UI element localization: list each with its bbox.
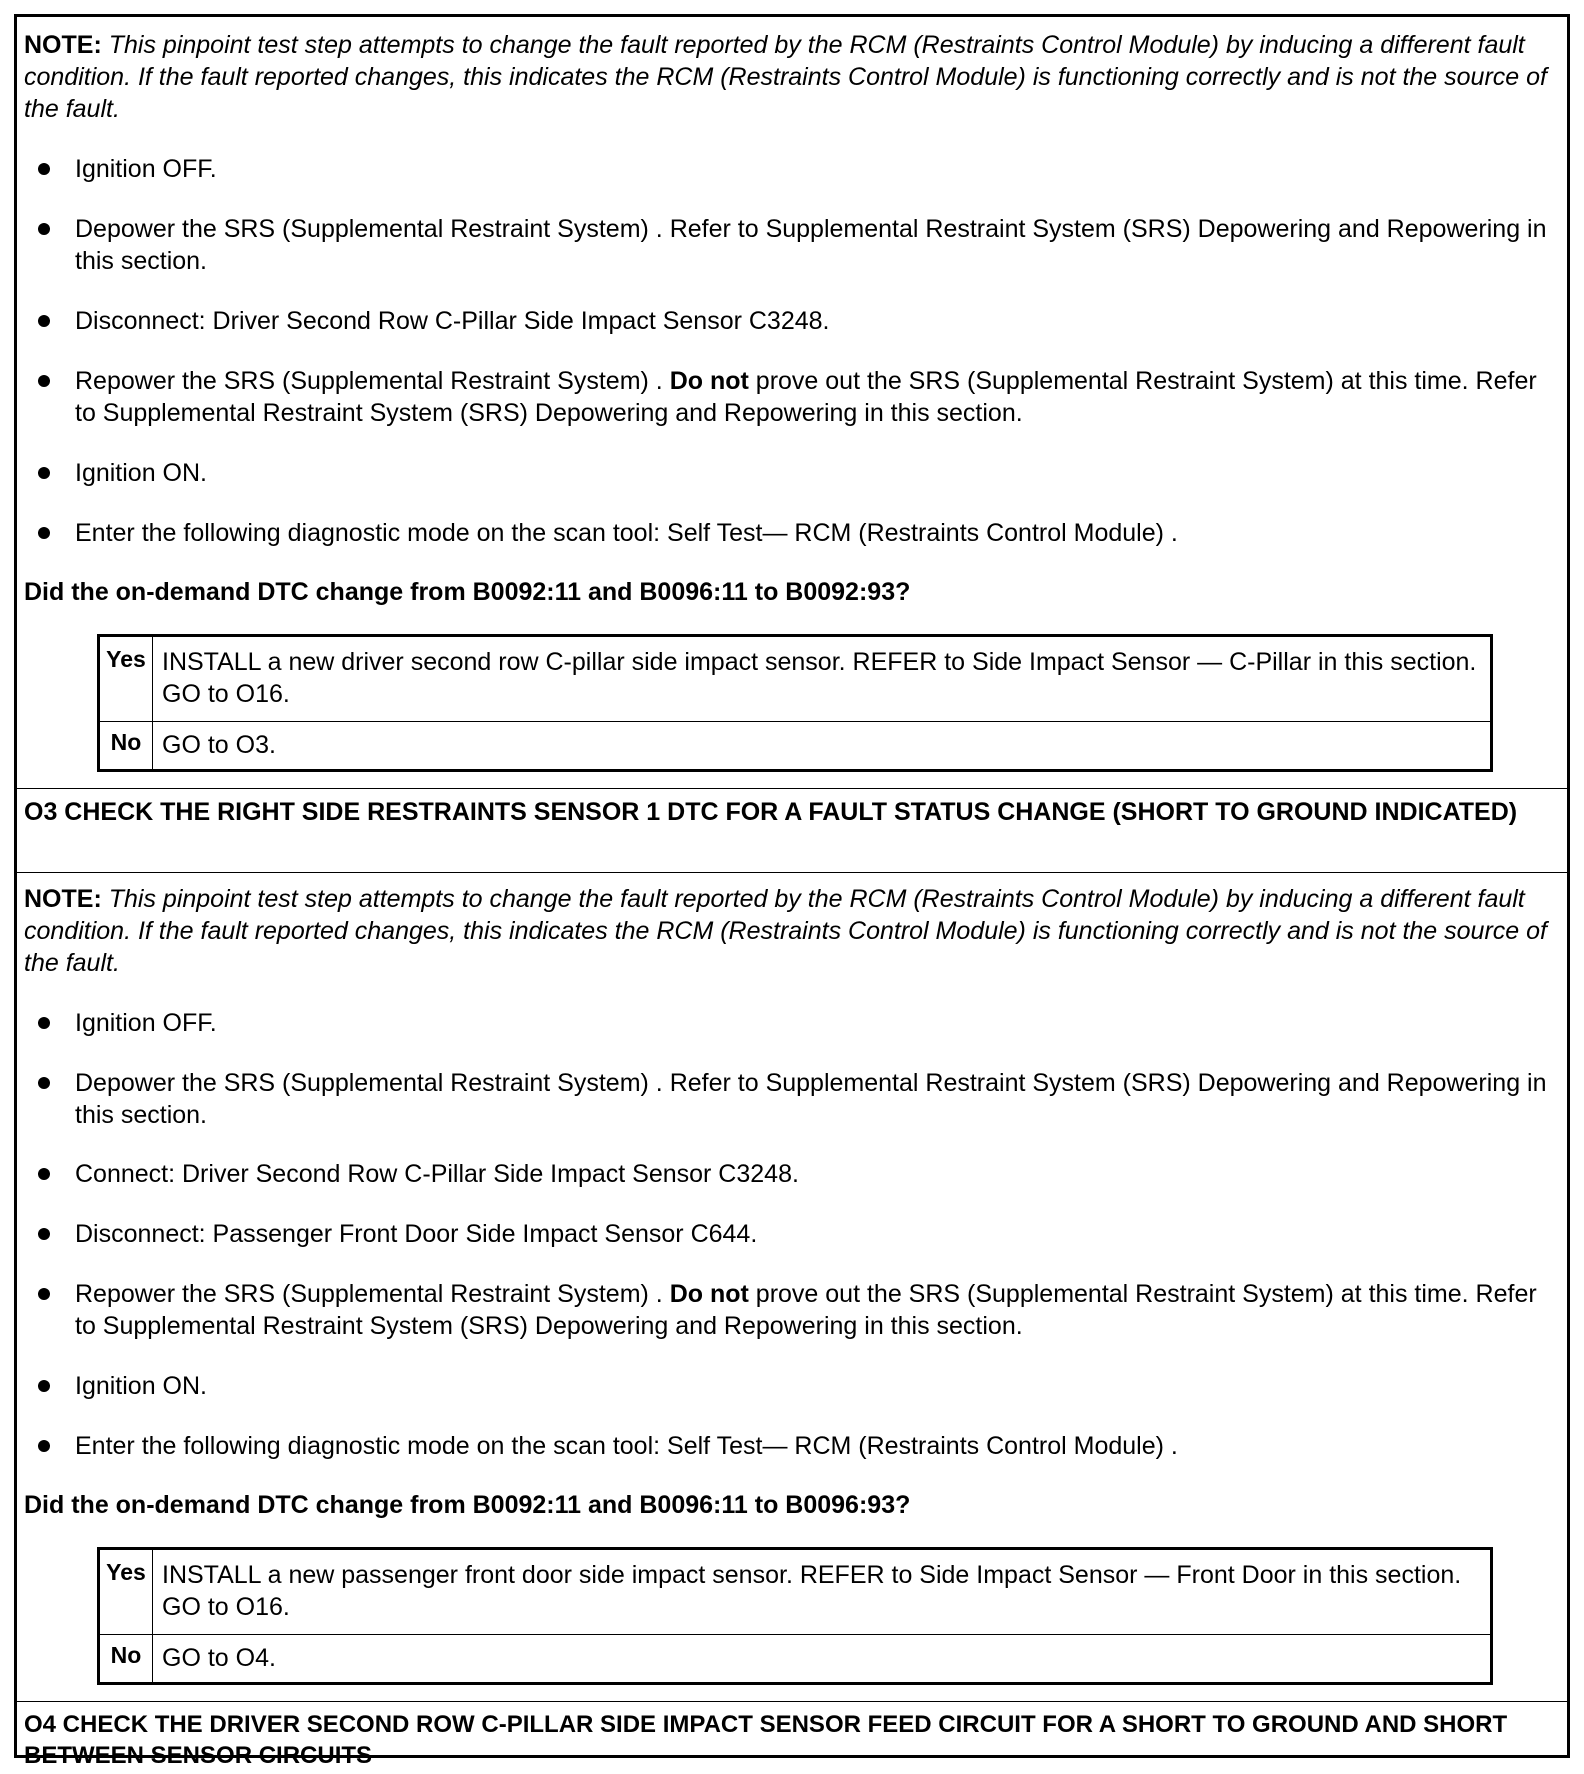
bullet-icon: [38, 1288, 50, 1300]
bullet-icon: [38, 527, 50, 539]
divider: [17, 872, 1567, 873]
note-2: [24, 883, 1557, 979]
yes-text: INSTALL a new driver second row C-pillar side impact sensor. REFER to Side Impact Sensor — C-Pillar in this section. GO to O16.: [162, 648, 1477, 708]
note-text: This pinpoint test step attempts to change the fault reported by the RCM (Restraints Control Module) by inducing a different fault condition. If the fault reported changes, this indicates the RCM (Restraints Control Module) is functioning correctly and is not the source of the fault.: [24, 31, 1547, 123]
bullet-icon: [38, 375, 50, 387]
question-1: Did the on-demand DTC change from B0092:11 and B0096:11 to B0092:93?: [24, 578, 911, 606]
bullet-icon: [38, 223, 50, 235]
yes-label: Yes: [100, 637, 153, 721]
answer-row-yes: [100, 1550, 1490, 1634]
no-label: No: [100, 1635, 153, 1682]
note-label: NOTE:: [24, 885, 102, 913]
no-text: GO to O4.: [162, 1644, 276, 1672]
bullet-icon: [38, 1380, 50, 1392]
answer-row-yes: [100, 637, 1490, 721]
note-label: NOTE:: [24, 31, 102, 59]
note-text: This pinpoint test step attempts to change the fault reported by the RCM (Restraints Control Module) by inducing a different fault condition. If the fault reported changes, this indicates the RCM (Restraints Control Module) is functioning correctly and is not the source of the fault.: [24, 885, 1547, 977]
note-1: [24, 29, 1557, 125]
divider: [17, 1701, 1567, 1702]
bullet-icon: [38, 163, 50, 175]
yes-label: Yes: [100, 1550, 153, 1634]
answer-table-1: [97, 634, 1493, 772]
bullet-icon: [38, 1228, 50, 1240]
step-o3-heading: O3 CHECK THE RIGHT SIDE RESTRAINTS SENSOR 1 DTC FOR A FAULT STATUS CHANGE (SHORT TO GROUND INDICATED): [24, 798, 1518, 826]
no-label: No: [100, 722, 153, 769]
yes-text: INSTALL a new passenger front door side impact sensor. REFER to Side Impact Sensor — Front Door in this section. GO to O16.: [162, 1561, 1462, 1621]
bullet-icon: [38, 1440, 50, 1452]
answer-table-2: [97, 1547, 1493, 1685]
answer-row-no: [100, 722, 1490, 769]
question-2: Did the on-demand DTC change from B0092:11 and B0096:11 to B0096:93?: [24, 1491, 911, 1519]
bullet-icon: [38, 467, 50, 479]
bullet-icon: [38, 1168, 50, 1180]
divider: [17, 788, 1567, 789]
answer-row-no: [100, 1635, 1490, 1682]
bullet-icon: [38, 1017, 50, 1029]
bullet-icon: [38, 315, 50, 327]
document-frame: NOTE: This pinpoint test step attempts to change the fault reported by the RCM (Restraints Control Module) by inducing a different fault condition. If the fault reported changes, this indicates the RCM (Restraints Control Module) is functioning correctly and is not the source of the fault. Ignition OFF. Depower the SRS (Supplemental Restraint System) . Refer to Supplemental Restraint System (SRS) Depowering and Repowering in this section. Disconnect: Driver Second Row C-Pillar Side Impact Sensor C3248. Repower the SRS (Supplemental Restraint System) . Do not prove out the SRS (Supplemental Restraint System) at this time. Refer to Supplemental Restraint System (SRS) Depowering and Repowering in this section. Ignition ON. Enter the following diagnostic mode on the scan tool: Self Test— RCM (Restraints Control Module) . Did the on-demand DTC change from B0092:11 and B0096:11 to B0092:93? Yes INSTALL a new driver second row C-pillar side impact sensor. REFER to Side Impact Sensor — C-Pillar in this section. GO to O16. No GO to O3. O3 CHECK THE RIGHT SIDE RESTRAINTS SENSOR 1 DTC FOR A FAULT STATUS CHANGE (SHORT TO GROUND INDICATED) NOTE: This pinpoint test step attempts to change the fault reported by the RCM (Restraints Control Module) by inducing a different fault condition. If the fault reported changes, this indicates the RCM (Restraints Control Module) is functioning correctly and is not the source of the fault. Ignition OFF. Depower the SRS (Supplemental Restraint System) . Refer to Supplemental Restraint System (SRS) Depowering and Repowering in this section. Connect: Driver Second Row C-Pillar Side Impact Sensor C3248. Disconnect: Passenger Front Door Side Impact Sensor C644. Repower the SRS (Supplemental Restraint System) . Do not prove out the SRS (Supplemental Restraint System) at this time. Refer to Supplemental Restraint System (SRS) Depowering and Repowering in this section. Ignition ON. Enter the following diagnostic mode on the scan tool: Self Test— RCM (Restraints Control Module) . Did the on-demand DTC change from B0092:11 and B0096:11 to B0096:93? Yes INSTALL a new passenger front door side impact sensor. REFER to Side Impact Sensor — Front Door in this section. GO to O16. No GO to O4. O4 CHECK THE DRIVER SECOND ROW C-PILLAR SIDE IMPACT SENSOR FEED CIRCUIT FOR A SHORT TO GROUND AND SHORT BETWEEN SENSOR CIRCUITS: [14, 14, 1570, 1758]
bullet-icon: [38, 1077, 50, 1089]
no-text: GO to O3.: [162, 731, 276, 759]
step-o4-heading: O4 CHECK THE DRIVER SECOND ROW C-PILLAR SIDE IMPACT SENSOR FEED CIRCUIT FOR A SHORT TO GROUND AND SHORT BETWEEN SENSOR CIRCUITS: [24, 1711, 1508, 1769]
